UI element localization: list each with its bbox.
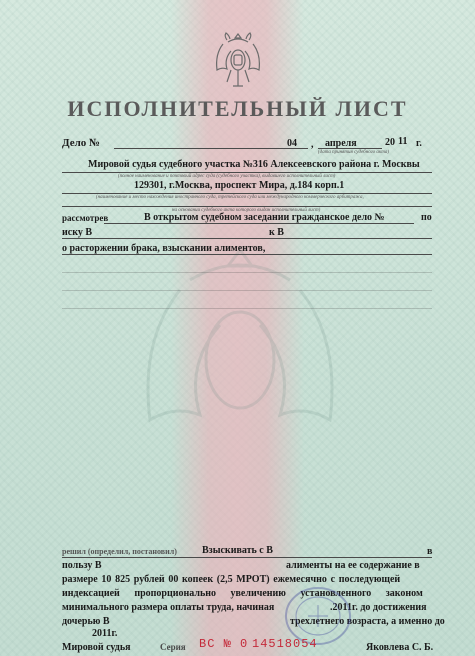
subject: о расторжении брака, взыскании алиментов, <box>62 243 266 254</box>
decision-text: Взыскивать с В <box>202 545 273 556</box>
subject-line <box>62 254 432 255</box>
pay-line-3: индексацией пропорционально увеличению установленного законом <box>62 588 423 599</box>
considered-line <box>104 223 414 224</box>
comma: , <box>311 139 314 150</box>
blank-line <box>62 290 432 291</box>
pay-line-4: минимального размера оплаты труда, начиная <box>62 602 275 613</box>
k-word: к В <box>269 227 284 238</box>
claim-line <box>62 238 432 239</box>
court-address-line <box>62 193 432 194</box>
document-title: ИСПОЛНИТЕЛЬНЫЙ ЛИСТ <box>67 96 408 121</box>
court-line <box>62 172 432 173</box>
double-headed-eagle-icon <box>213 30 263 92</box>
pay-line-2: размере 10 825 рублей 00 копеек (2,5 МРОТ) ежемесячно с последующей <box>62 574 401 585</box>
pay-line-1-right: алименты на ее содержание в <box>286 560 420 571</box>
court-address: 129301, г.Москва, проспект Мира, д.184 корп.1 <box>134 180 345 191</box>
case-label: Дело № <box>62 137 101 149</box>
date-month: апреля <box>325 138 357 149</box>
case-number-line <box>114 148 284 149</box>
basis-line <box>62 206 432 207</box>
series-number: 14518054 <box>252 637 318 651</box>
series-label: Серия <box>160 642 186 652</box>
pay-line-5-left: дочерью В <box>62 616 110 627</box>
po-word: по <box>421 212 432 223</box>
court-caption: (полное наименование и почтовый адрес суда (судебного участка), выдавшего исполнительный лист) <box>118 174 336 179</box>
pay-line-6: 2011г. <box>92 628 118 639</box>
pay-line-1-left: пользу В <box>62 560 102 571</box>
decision-label: решил (определил, постановил) <box>62 547 177 556</box>
judge-label: Мировой судья <box>62 642 131 653</box>
pay-line-4-right: .2011г. до достижения <box>330 602 427 613</box>
basis-caption: на основании судебного акта которого выдан исполнительный лист) <box>172 208 321 213</box>
decision-line <box>62 557 432 558</box>
date-month-line <box>318 148 382 149</box>
date-day: 04 <box>287 138 297 149</box>
date-day-line <box>282 148 308 149</box>
considered-label: рассмотрев <box>62 213 109 223</box>
eagle-watermark-icon <box>120 230 360 470</box>
judge-name: Яковлева С. Б. <box>366 642 434 653</box>
series-code: ВС № 0 <box>199 637 249 651</box>
date-year-suffix: г. <box>416 138 422 149</box>
v-word: в <box>427 546 433 557</box>
blank-line <box>62 308 432 309</box>
date-caption: (дата принятия судебного акта) <box>318 150 390 155</box>
court-name: Мировой судья судебного участка №316 Алексеевского района г. Москвы <box>88 159 420 170</box>
pay-line-5-right: трехлетнего возраста, а именно до <box>290 616 445 627</box>
court-address-caption: (наименование и место нахождения иностранного суда, третейского суда или международного коммерческого арбитража, <box>96 195 364 200</box>
blank-line <box>62 272 432 273</box>
date-year-prefix: 20 <box>385 137 395 148</box>
date-year: 11 <box>398 136 408 147</box>
considered-text: В открытом судебном заседании гражданское дело № <box>144 212 385 223</box>
claim-word: иску В <box>62 227 92 238</box>
